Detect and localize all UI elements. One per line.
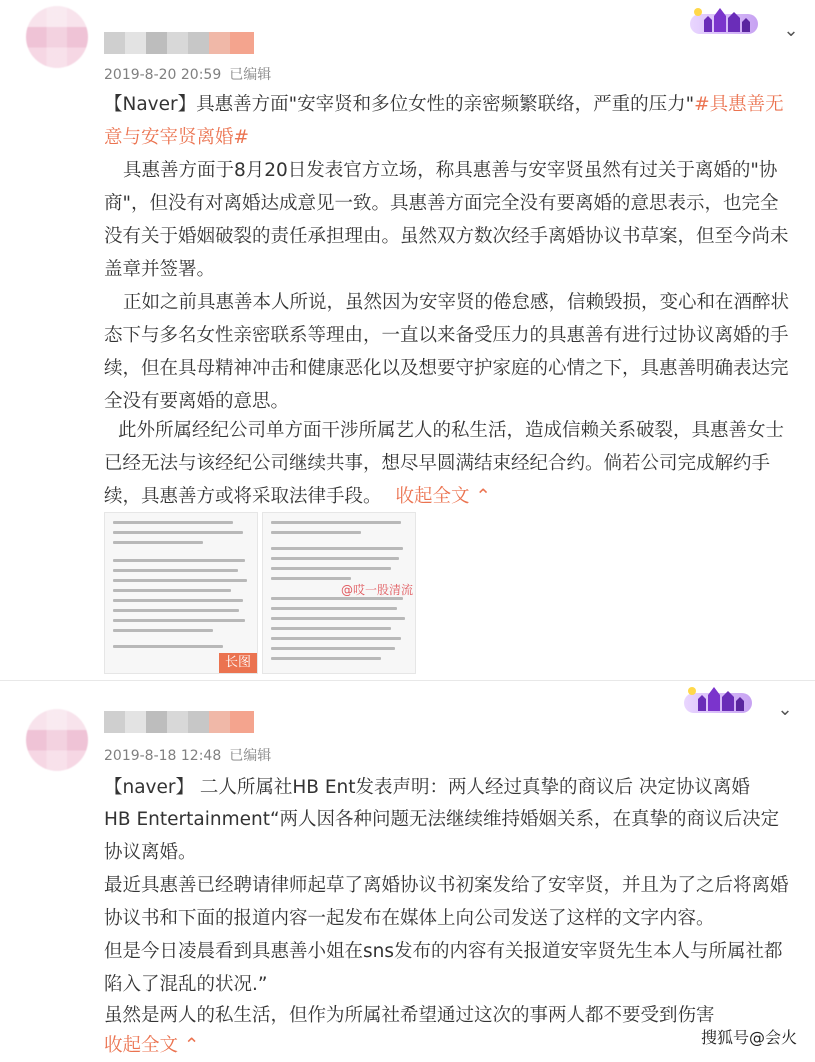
- attachment-thumbnail[interactable]: [104, 512, 258, 674]
- post-meta: [104, 745, 271, 765]
- long-image-tag: 长图: [219, 653, 257, 673]
- collapse-link[interactable]: 收起全文 ⌃: [104, 1035, 200, 1056]
- edited-label[interactable]: 已编辑: [229, 67, 272, 83]
- timestamp[interactable]: 2019-8-20 20:59: [104, 67, 222, 83]
- attachment-thumbnail[interactable]: [262, 512, 416, 674]
- avatar[interactable]: [26, 6, 88, 68]
- collapse-link[interactable]: 收起全文 ⌃: [395, 486, 491, 507]
- castle-badge-icon: [684, 683, 752, 713]
- post-line: 最近具惠善已经聘请律师起草了离婚协议书初案发给了安宰贤，并且为了之后将离婚协议书和下面的报道内容一起发布在媒体上向公司发送了这样的文字内容。: [104, 875, 789, 929]
- footer-watermark: 搜狐号@会火: [700, 1028, 797, 1047]
- weibo-post-2: [0, 681, 815, 1058]
- image-watermark: @哎一股清流: [341, 583, 414, 597]
- post-headline: 【Naver】具惠善方面"安宰贤和多位女性的亲密频繁联络，严重的压力"#具惠善无意与安宰贤离婚#: [104, 94, 784, 148]
- edited-label[interactable]: 已编辑: [229, 748, 272, 764]
- post-meta: [104, 64, 271, 84]
- post-paragraph: 正如之前具惠善本人所说，虽然因为安宰贤的倦怠感，信赖毁损，变心和在酒醉状态下与多名女性亲密联系等理由，一直以来备受压力的具惠善有进行过协议离婚的手续，但在具母精神冲击和健康恶化以及想要守护家庭的心情之下，具惠善明确表达完全没有要离婚的意思。: [104, 292, 790, 412]
- username-blurred[interactable]: [104, 711, 254, 733]
- post-paragraph: 此外所属经纪公司单方面干涉所属艺人的私生活，造成信赖关系破裂，具惠善女士已经无法与该经纪公司继续共事，想尽早圆满结束经纪合约。倘若公司完成解约手续，具惠善方或将采取法律手段。 收起全文 ⌃: [104, 420, 785, 507]
- post-line: HB Entertainment“两人因各种问题无法继续维持婚姻关系，在真挚的商议后决定协议离婚。: [104, 809, 780, 863]
- chevron-down-icon[interactable]: ⌄: [777, 699, 793, 720]
- post-paragraph: 具惠善方面于8月20日发表官方立场，称具惠善与安宰贤虽然有过关于离婚的"协商"，但没有对离婚达成意见一致。具惠善方面完全没有要离婚的意思表示，也完全没有关于婚姻破裂的责任承担理由。虽然双方数次经手离婚协议书草案，但至今尚未盖章并签署。: [104, 160, 789, 280]
- chevron-down-icon[interactable]: ⌄: [783, 20, 799, 41]
- castle-badge-icon: [690, 4, 758, 34]
- post-line: 【naver】 二人所属社HB Ent发表声明：两人经过真挚的商议后 决定协议离婚: [104, 777, 750, 798]
- timestamp[interactable]: 2019-8-18 12:48: [104, 748, 222, 764]
- avatar[interactable]: [26, 709, 88, 771]
- post-line: 但是今日凌晨看到具惠善小姐在sns发布的内容有关报道安宰贤先生本人与所属社都陷入了混乱的状况.”: [104, 941, 783, 995]
- username-blurred[interactable]: [104, 32, 254, 54]
- post-line: 虽然是两人的私生活，但作为所属社希望通过这次的事两人都不要受到伤害: [104, 1005, 715, 1026]
- hashtag-link[interactable]: #具惠善无意与安宰贤离婚#: [104, 94, 784, 148]
